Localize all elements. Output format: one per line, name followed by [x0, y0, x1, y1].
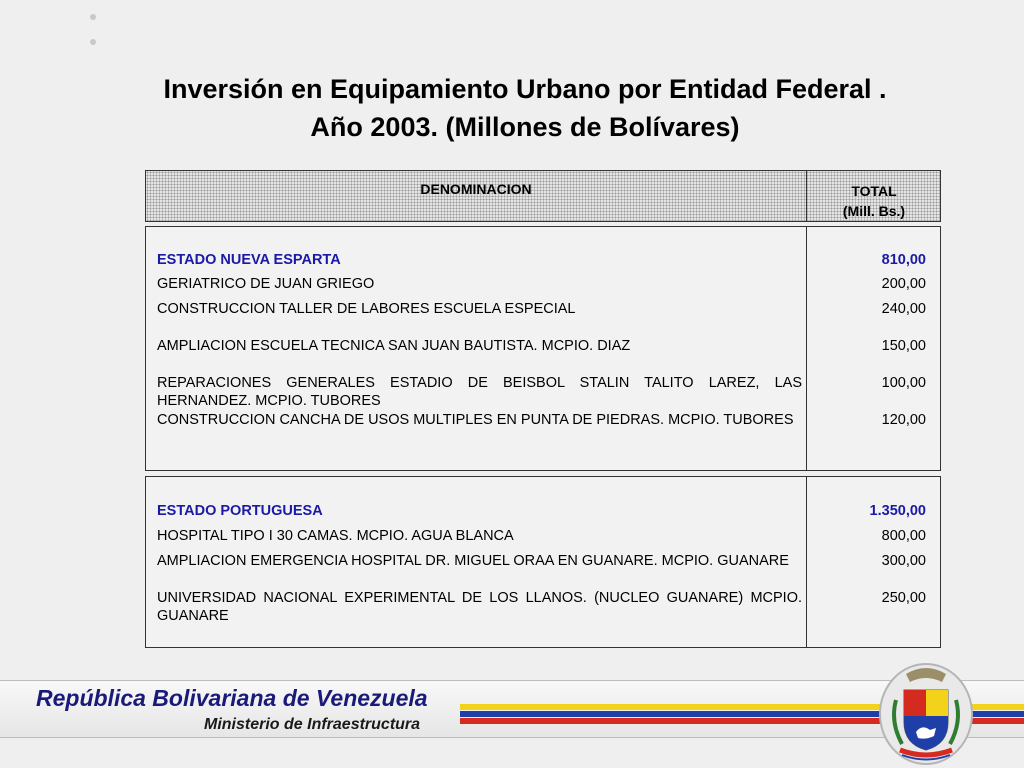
header-denominacion: DENOMINACION: [420, 181, 532, 197]
row-total: 800,00: [881, 528, 926, 544]
row-denominacion: CONSTRUCCION CANCHA DE USOS MULTIPLES EN PUNTA DE PIEDRAS. MCPIO. TUBORES: [157, 412, 794, 428]
row-denominacion: GERIATRICO DE JUAN GRIEGO: [157, 276, 375, 292]
coat-of-arms-icon: [876, 660, 976, 768]
page-title: [60, 70, 990, 146]
title-line-2: Año 2003. (Millones de Bolívares): [310, 112, 740, 142]
row-total: 240,00: [881, 301, 926, 317]
footer-title: República Bolivariana de Venezuela: [36, 685, 428, 711]
state-total: 810,00: [881, 252, 926, 268]
table-header: [145, 170, 941, 222]
row-total: 150,00: [881, 338, 926, 354]
footer-subtitle: Ministerio de Infraestructura: [204, 716, 421, 733]
section-portuguesa: [145, 476, 941, 648]
state-name: ESTADO PORTUGUESA: [157, 503, 323, 519]
row-denominacion: CONSTRUCCION TALLER DE LABORES ESCUELA ESPECIAL: [157, 301, 576, 317]
header-total: [808, 181, 940, 221]
row-denominacion: AMPLIACION ESCUELA TECNICA SAN JUAN BAUTISTA. MCPIO. DIAZ: [157, 338, 631, 354]
row-total: 300,00: [881, 553, 926, 569]
title-line-1: Inversión en Equipamiento Urbano por Entidad Federal .: [163, 74, 887, 104]
row-denominacion: HOSPITAL TIPO I 30 CAMAS. MCPIO. AGUA BLANCA: [157, 528, 514, 544]
row-denominacion: REPARACIONES GENERALES ESTADIO DE BEISBOL STALIN TALITO LAREZ, LAS HERNANDEZ. MCPIO. TUBORES: [157, 375, 802, 409]
row-total: 120,00: [881, 412, 926, 428]
bullet-dot-2: [90, 39, 96, 45]
header-divider: [806, 171, 807, 221]
row-total: 200,00: [881, 276, 926, 292]
section-divider: [806, 477, 807, 647]
state-name: ESTADO NUEVA ESPARTA: [157, 252, 341, 268]
header-total-units: (Mill. Bs.): [842, 203, 906, 219]
state-total: 1.350,00: [869, 503, 926, 519]
bullet-dot-1: [90, 14, 96, 20]
header-total-label: TOTAL: [851, 183, 897, 199]
section-nueva-esparta: [145, 226, 941, 471]
section-divider: [806, 227, 807, 470]
row-total: 100,00: [881, 375, 926, 391]
row-denominacion: AMPLIACION EMERGENCIA HOSPITAL DR. MIGUEL ORAA EN GUANARE. MCPIO. GUANARE: [157, 553, 789, 569]
row-denominacion: UNIVERSIDAD NACIONAL EXPERIMENTAL DE LOS LLANOS. (NUCLEO GUANARE) MCPIO. GUANARE: [157, 590, 802, 624]
row-total: 250,00: [881, 590, 926, 606]
